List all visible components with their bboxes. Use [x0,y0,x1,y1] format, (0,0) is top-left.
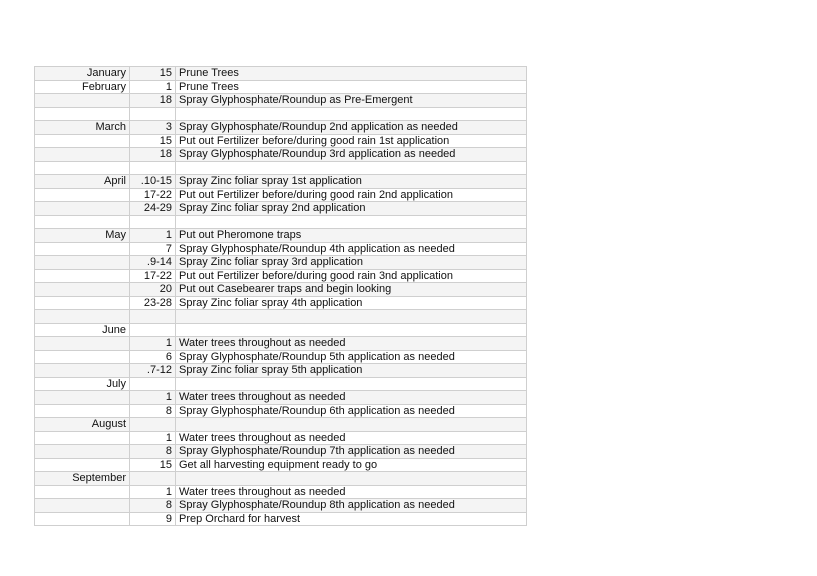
table-row [35,458,527,472]
task-cell[interactable]: Get all harvesting equipment ready to go [176,458,527,472]
table-row [35,121,527,135]
table-row [35,148,527,162]
table-row [35,188,527,202]
task-cell[interactable]: Put out Casebearer traps and begin looking [176,283,527,297]
day-cell[interactable]: 18 [130,148,176,162]
day-cell[interactable]: .7-12 [130,364,176,378]
table-row [35,283,527,297]
task-cell[interactable]: Prune Trees [176,80,527,94]
day-cell[interactable] [130,472,176,486]
task-cell[interactable] [176,377,527,391]
day-cell[interactable] [130,377,176,391]
task-cell[interactable]: Spray Zinc foliar spray 3rd application [176,256,527,270]
month-cell[interactable]: February [35,80,130,94]
month-cell[interactable] [35,148,130,162]
table-row [35,229,527,243]
month-cell[interactable]: July [35,377,130,391]
table-row [35,337,527,351]
table-row [35,323,527,337]
month-cell[interactable]: September [35,472,130,486]
month-cell[interactable] [35,431,130,445]
month-cell[interactable] [35,310,130,324]
table-row [35,215,527,229]
table-row [35,404,527,418]
month-cell[interactable] [35,202,130,216]
month-cell[interactable] [35,256,130,270]
task-cell[interactable]: Spray Zinc foliar spray 2nd application [176,202,527,216]
month-cell[interactable] [35,242,130,256]
month-cell[interactable] [35,134,130,148]
task-cell[interactable]: Prune Trees [176,67,527,81]
month-cell[interactable] [35,94,130,108]
table-row [35,202,527,216]
task-cell[interactable] [176,310,527,324]
day-cell[interactable]: 17-22 [130,188,176,202]
day-cell[interactable]: 7 [130,242,176,256]
table-row [35,364,527,378]
day-cell[interactable]: .10-15 [130,175,176,189]
day-cell[interactable]: 8 [130,499,176,513]
task-cell[interactable]: Spray Glyphosphate/Roundup 6th application as needed [176,404,527,418]
day-cell[interactable]: 8 [130,404,176,418]
month-cell[interactable]: May [35,229,130,243]
table-row [35,107,527,121]
table-row [35,94,527,108]
task-cell[interactable]: Put out Pheromone traps [176,229,527,243]
task-cell[interactable]: Spray Zinc foliar spray 5th application [176,364,527,378]
day-cell[interactable]: 1 [130,229,176,243]
task-cell[interactable]: Water trees throughout as needed [176,337,527,351]
month-cell[interactable] [35,269,130,283]
month-cell[interactable] [35,404,130,418]
table-row [35,296,527,310]
day-cell[interactable]: 1 [130,431,176,445]
task-cell[interactable]: Spray Glyphosphate/Roundup 4th application as needed [176,242,527,256]
table-row [35,472,527,486]
day-cell[interactable] [130,323,176,337]
task-cell[interactable]: Water trees throughout as needed [176,391,527,405]
month-cell[interactable] [35,107,130,121]
day-cell[interactable] [130,161,176,175]
month-cell[interactable] [35,215,130,229]
day-cell[interactable]: .9-14 [130,256,176,270]
task-cell[interactable]: Spray Zinc foliar spray 1st application [176,175,527,189]
task-cell[interactable]: Spray Zinc foliar spray 4th application [176,296,527,310]
table-row [35,391,527,405]
day-cell[interactable]: 1 [130,337,176,351]
day-cell[interactable]: 8 [130,445,176,459]
month-cell[interactable] [35,458,130,472]
day-cell[interactable]: 1 [130,391,176,405]
task-cell[interactable] [176,472,527,486]
orchard-schedule-table [34,66,527,526]
day-cell[interactable] [130,418,176,432]
month-cell[interactable]: March [35,121,130,135]
table-row [35,269,527,283]
task-cell[interactable]: Spray Glyphosphate/Roundup 7th application as needed [176,445,527,459]
table-row [35,134,527,148]
table-row [35,242,527,256]
day-cell[interactable]: 17-22 [130,269,176,283]
task-cell[interactable]: Spray Glyphosphate/Roundup 5th application as needed [176,350,527,364]
day-cell[interactable]: 1 [130,485,176,499]
table-row [35,445,527,459]
month-cell[interactable]: January [35,67,130,81]
day-cell[interactable]: 6 [130,350,176,364]
task-cell[interactable]: Put out Fertilizer before/during good rain 3nd application [176,269,527,283]
month-cell[interactable] [35,364,130,378]
table-row [35,499,527,513]
month-cell[interactable]: June [35,323,130,337]
task-cell[interactable]: Prep Orchard for harvest [176,512,527,526]
task-cell[interactable]: Spray Glyphosphate/Roundup 2nd application as needed [176,121,527,135]
day-cell[interactable]: 15 [130,458,176,472]
table-row [35,485,527,499]
table-row [35,161,527,175]
table-row [35,512,527,526]
month-cell[interactable] [35,283,130,297]
day-cell[interactable]: 15 [130,67,176,81]
day-cell[interactable]: 1 [130,80,176,94]
day-cell[interactable]: 23-28 [130,296,176,310]
month-cell[interactable] [35,337,130,351]
day-cell[interactable]: 18 [130,94,176,108]
day-cell[interactable] [130,107,176,121]
table-row [35,418,527,432]
task-cell[interactable] [176,418,527,432]
month-cell[interactable] [35,499,130,513]
table-row [35,175,527,189]
task-cell[interactable]: Spray Glyphosphate/Roundup as Pre-Emergent [176,94,527,108]
month-cell[interactable]: April [35,175,130,189]
month-cell[interactable] [35,188,130,202]
day-cell[interactable]: 9 [130,512,176,526]
table-row [35,377,527,391]
day-cell[interactable] [130,215,176,229]
task-cell[interactable] [176,215,527,229]
task-cell[interactable]: Water trees throughout as needed [176,485,527,499]
month-cell[interactable] [35,391,130,405]
table-row [35,67,527,81]
task-cell[interactable]: Put out Fertilizer before/during good rain 2nd application [176,188,527,202]
day-cell[interactable]: 20 [130,283,176,297]
table-row [35,431,527,445]
schedule-rows [35,67,527,526]
task-cell[interactable] [176,107,527,121]
table-row [35,310,527,324]
month-cell[interactable] [35,512,130,526]
day-cell[interactable]: 24-29 [130,202,176,216]
task-cell[interactable] [176,323,527,337]
month-cell[interactable] [35,161,130,175]
month-cell[interactable] [35,296,130,310]
month-cell[interactable] [35,485,130,499]
task-cell[interactable]: Spray Glyphosphate/Roundup 3rd application as needed [176,148,527,162]
day-cell[interactable]: 15 [130,134,176,148]
day-cell[interactable]: 3 [130,121,176,135]
table-row [35,80,527,94]
month-cell[interactable]: August [35,418,130,432]
table-row [35,350,527,364]
month-cell[interactable] [35,350,130,364]
task-cell[interactable] [176,161,527,175]
table-row [35,256,527,270]
day-cell[interactable] [130,310,176,324]
task-cell[interactable]: Put out Fertilizer before/during good rain 1st application [176,134,527,148]
task-cell[interactable]: Spray Glyphosphate/Roundup 8th application as needed [176,499,527,513]
task-cell[interactable]: Water trees throughout as needed [176,431,527,445]
month-cell[interactable] [35,445,130,459]
